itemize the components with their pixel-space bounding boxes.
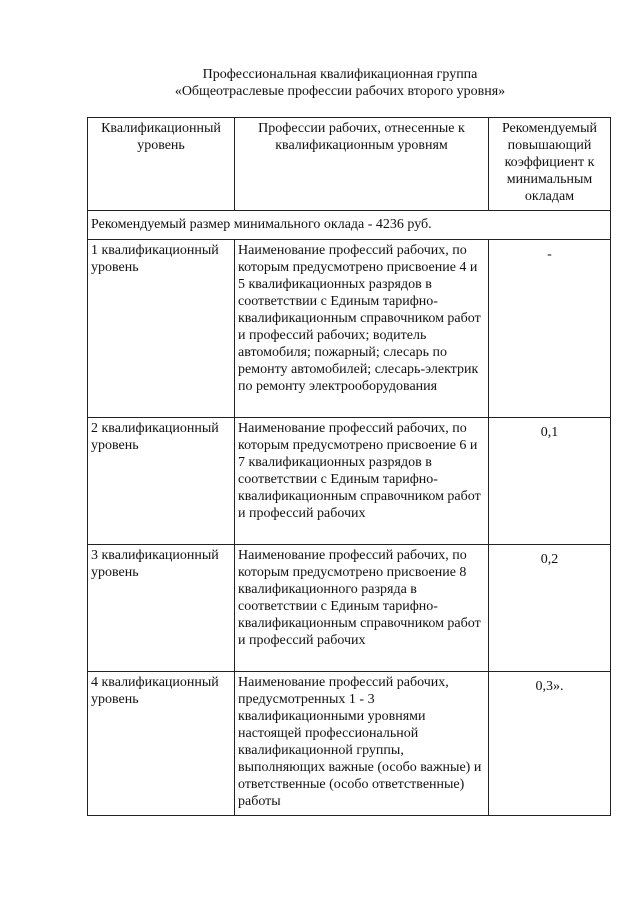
row-level: 2 квалификационный уровень xyxy=(88,418,235,545)
row-level: 1 квалификационный уровень xyxy=(88,240,235,418)
row-professions: Наименование профессий рабочих, по которым предусмотрено присвоение 4 и 5 квалификационных разрядов в соответствии с Единым тарифно-квалификационным справочником работ и профессий рабочих; водитель автомобиля; пожарный; слесарь по ремонту автомобилей; слесарь-электрик по ремонту электрооборудования xyxy=(235,240,489,418)
table-row xyxy=(88,545,611,672)
header-professions: Профессии рабочих, отнесенные к квалификационным уровням xyxy=(235,118,489,211)
header-coefficient: Рекомендуемый повышающий коэффициент к минимальным окладам xyxy=(489,118,611,211)
qualification-table xyxy=(87,117,611,816)
row-coefficient: - xyxy=(489,240,611,418)
document-title xyxy=(60,66,620,100)
table-row xyxy=(88,240,611,418)
table-row xyxy=(88,672,611,816)
row-professions: Наименование профессий рабочих, по которым предусмотрено присвоение 6 и 7 квалификационных разрядов в соответствии с Единым тарифно-квалификационным справочником работ и профессий рабочих xyxy=(235,418,489,545)
row-coefficient: 0,2 xyxy=(489,545,611,672)
row-level: 4 квалификационный уровень xyxy=(88,672,235,816)
table-row xyxy=(88,418,611,545)
salary-note: Рекомендуемый размер минимального оклада - 4236 руб. xyxy=(88,211,611,240)
row-coefficient: 0,1 xyxy=(489,418,611,545)
row-professions: Наименование профессий рабочих, по которым предусмотрено присвоение 8 квалификационного разряда в соответствии с Единым тарифно-квалификационным справочником работ и профессий рабочих xyxy=(235,545,489,672)
table-header-row xyxy=(88,118,611,211)
salary-row xyxy=(88,211,611,240)
title-line-2: «Общеотраслевые профессии рабочих второго уровня» xyxy=(174,84,506,99)
title-line-1: Профессиональная квалификационная группа xyxy=(202,67,478,82)
row-coefficient: 0,3». xyxy=(489,672,611,816)
header-level: Квалификационный уровень xyxy=(88,118,235,211)
row-professions: Наименование профессий рабочих, предусмотренных 1 - 3 квалификационными уровнями настоящей профессиональной квалификационной группы, выполняющих важные (особо важные) и ответственные (особо ответственные) работы xyxy=(235,672,489,816)
row-level: 3 квалификационный уровень xyxy=(88,545,235,672)
